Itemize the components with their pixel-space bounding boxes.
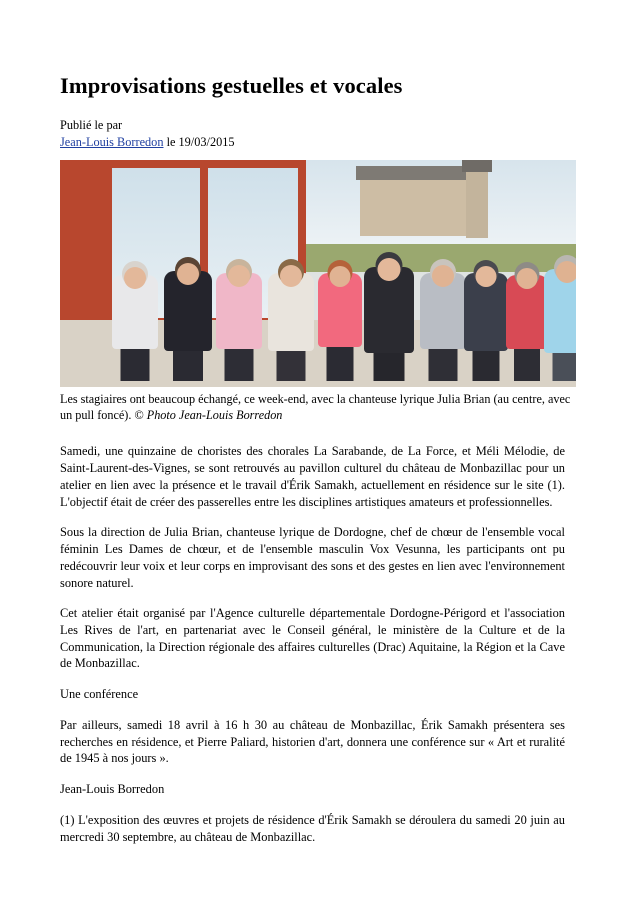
photo-person-8 [464,242,508,381]
photo-person-head [280,265,302,287]
photo-person-head [330,266,351,287]
photo-person-head [432,265,454,287]
photo-person-6 [364,234,414,381]
article-figure [60,160,571,423]
byline-details [60,134,565,151]
photo-chateau-building [360,176,470,236]
page-title: Improvisations gestuelles et vocales [60,73,403,98]
photo-person-10 [544,237,576,381]
subheading-conference: Une conférence [60,687,139,702]
photo-person-head [124,267,146,289]
photo-person-head [517,268,538,289]
photo-person-head [378,258,401,281]
photo-caption [60,391,576,423]
photo-chateau-tower-roof [462,160,492,172]
signature: Jean-Louis Borredon [60,782,165,797]
publish-date: le 19/03/2015 [166,134,235,149]
photo-person-3 [216,241,262,381]
photo-chateau-roof [356,166,474,180]
byline-prefix: Publié le par [60,118,123,132]
paragraph-4: Par ailleurs, samedi 18 avril à 16 h 30 au château de Monbazillac, Érik Samakh présentera ses recherches en résidence, et Pierre Paliard, historien d'art, donnera une conférence sur « Art et ruralité de 1945 à nos jours ». [60,717,565,766]
paragraph-3: Cet atelier était organisé par l'Agence culturelle départementale Dordogne-Périgord et l'association Les Rives de l'art, en partenariat avec le Conseil général, le ministère de la Culture et de la Communication, la Direction régionale des affaires culturelles (Drac) Aquitaine, la Région et la Cave de Monbazillac. [60,606,565,671]
photo-chateau-tower [466,168,488,238]
photo-person-head [228,265,250,287]
photo-person-head [476,266,497,287]
photo-person-head [556,261,576,283]
paragraph-1: Samedi, une quinzaine de choristes des chorales La Sarabande, de La Force, et Méli Mélodie, de Saint-Laurent-des-Vignes, se sont retrouvés au pavillon culturel du château de Monbazillac pour un atelier en lien avec la présence et le travail d'Érik Samakh, actuellement en résidence sur le site (1). L'objectif était de créer des passerelles entre les disciplines artistiques amateurs et professionnelles. [60,444,565,509]
article-photo [60,160,576,387]
photo-person-4 [268,241,314,381]
footnote-1: (1) L'exposition des œuvres et projets de résidence d'Érik Samakh se déroulera du samedi 20 juin au mercredi 30 septembre, au château de Monbazillac. [60,812,565,844]
author-link[interactable]: Jean-Louis Borredon [60,134,164,149]
photo-person-5 [318,242,362,381]
photo-person-head [177,263,199,285]
photo-person-1 [112,243,158,381]
photo-person-2 [164,239,212,381]
photo-person-7 [420,241,466,381]
paragraph-2: Sous la direction de Julia Brian, chanteuse lyrique de Dordogne, chef de chœur de l'ensemble vocal féminin Les Dames de chœur, et de l'ensemble masculin Vox Vesunna, les participants ont pu redécouvrir leur voix et leur corps en improvisant des sons et des gestes en lien avec l'environnement sonore naturel. [60,525,565,590]
byline [60,117,565,150]
photo-caption-credit: Photo Jean-Louis Borredon [146,408,283,423]
article-body [60,443,565,845]
photo-caption-text: Les stagiaires ont beaucoup échangé, ce week-end, avec la chanteuse lyrique Julia Brian (au centre, avec un pull foncé). © [60,392,571,423]
photo-person-9 [506,244,548,381]
